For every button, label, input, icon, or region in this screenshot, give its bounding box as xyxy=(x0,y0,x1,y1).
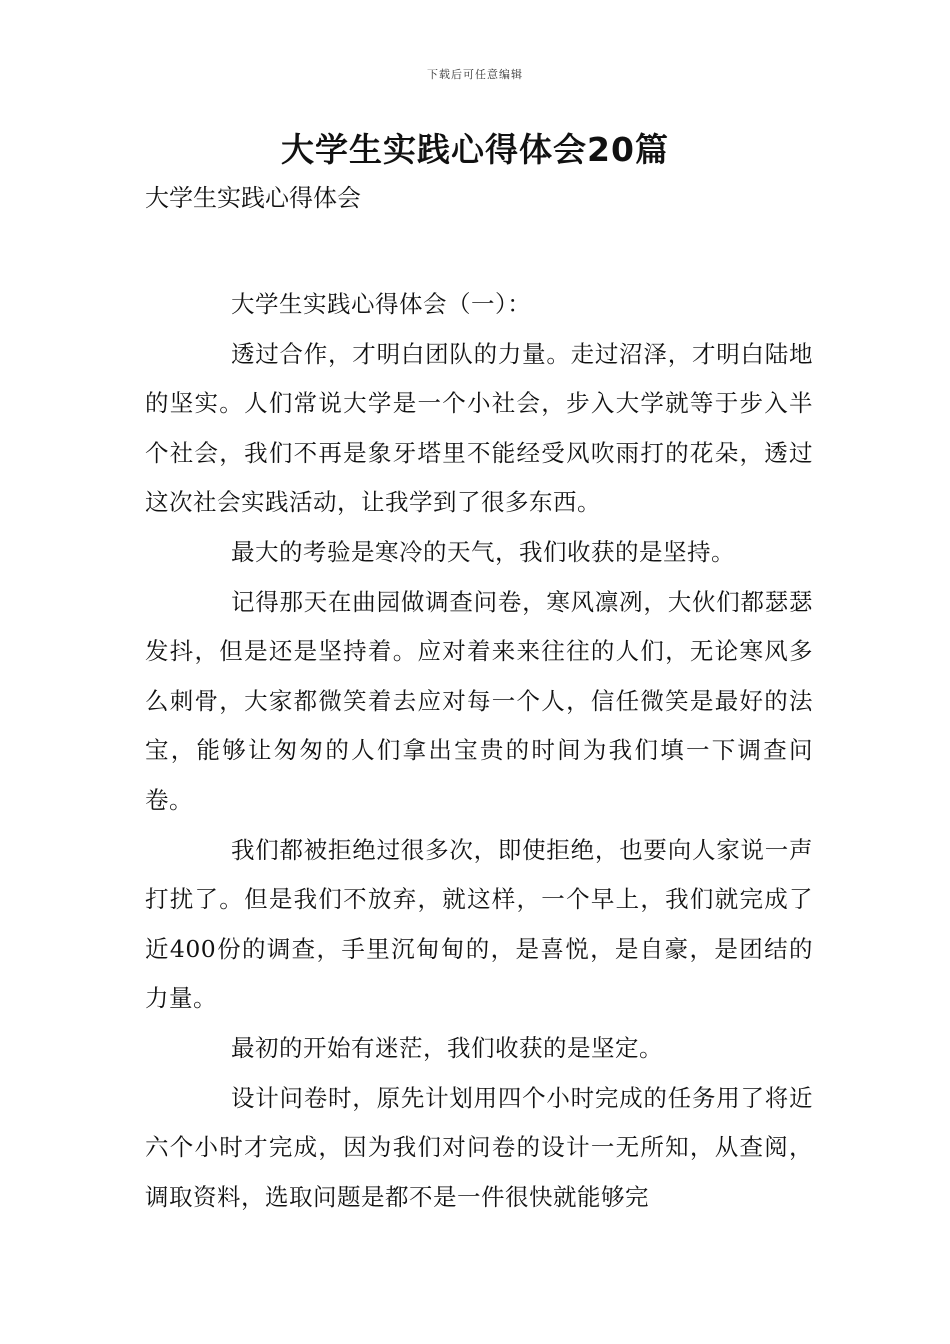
header-note: 下载后可任意编辑 xyxy=(427,68,523,81)
body-paragraph: 透过合作，才明白团队的力量。走过沼泽，才明白陆地的坚实。人们常说大学是一个小社会，步入大学就等于步入半个社会，我们不再是象牙塔里不能经受风吹雨打的花朵，透过这次社会实践活动，让我学到了很多东西。 xyxy=(145,339,813,517)
document-subtitle: 大学生实践心得体会 xyxy=(145,184,361,212)
body-paragraph: 最大的考验是寒冷的天气，我们收获的是坚持。 xyxy=(231,537,735,566)
body-paragraph: 记得那天在曲园做调查问卷，寒风凛冽，大伙们都瑟瑟发抖，但是还是坚持着。应对着来来往往的人们，无论寒风多么刺骨，大家都微笑着去应对每一个人，信任微笑是最好的法宝，能够让匆匆的人们拿出宝贵的时间为我们填一下调查问卷。 xyxy=(145,587,813,814)
document-body xyxy=(145,280,813,1222)
body-paragraph: 设计问卷时，原先计划用四个小时完成的任务用了将近六个小时才完成，因为我们对问卷的设计一无所知，从查阅，调取资料，选取问题是都不是一件很快就能够完 xyxy=(145,1083,813,1211)
section-heading: 大学生实践心得体会（一）： xyxy=(231,290,532,318)
body-paragraph: 最初的开始有迷茫，我们收获的是坚定。 xyxy=(231,1033,663,1062)
body-paragraph: 我们都被拒绝过很多次，即使拒绝，也要向人家说一声打扰了。但是我们不放弃，就这样，一个早上，我们就完成了近400份的调查，手里沉甸甸的，是喜悦，是自豪，是团结的力量。 xyxy=(145,835,813,1013)
document-title: 大学生实践心得体会20篇 xyxy=(281,130,669,169)
